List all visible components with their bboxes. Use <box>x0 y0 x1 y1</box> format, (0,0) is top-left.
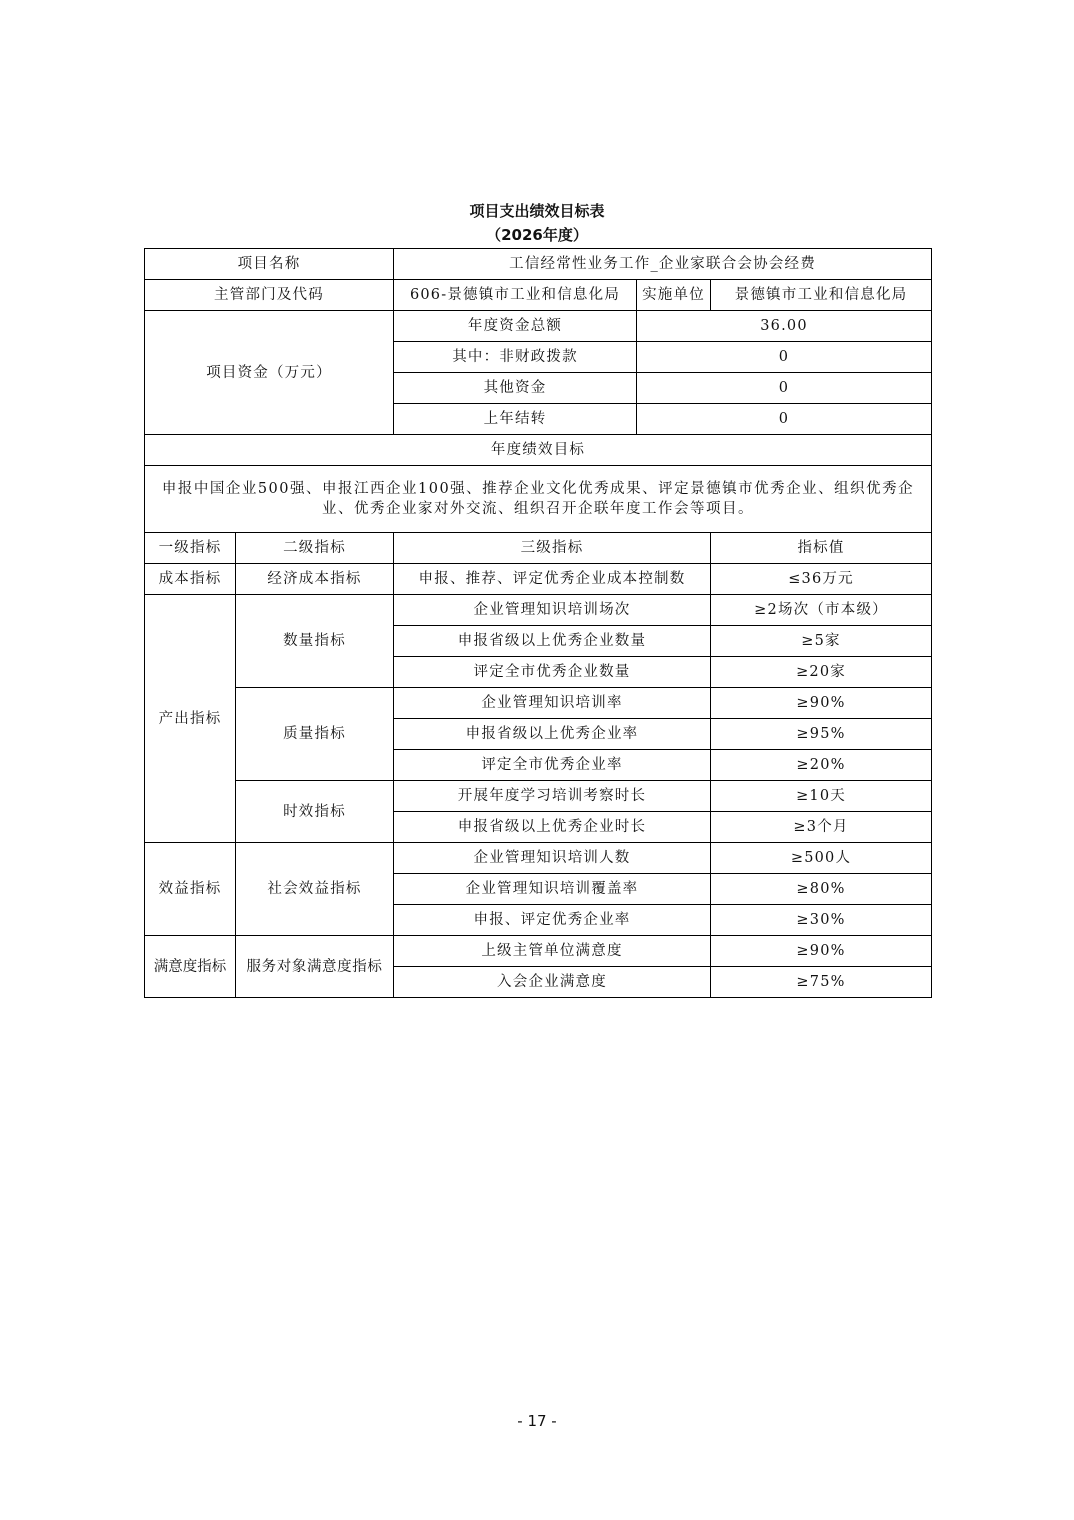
department-label: 主管部门及代码 <box>145 280 394 311</box>
table-title: 项目支出绩效目标表 <box>469 202 605 220</box>
table-row <box>145 781 932 812</box>
benefit-indicator-label: 效益指标 <box>145 843 236 936</box>
level1-header: 一级指标 <box>145 533 236 564</box>
table-row <box>145 843 932 874</box>
level2-header: 二级指标 <box>236 533 394 564</box>
indicator-value: ≤36万元 <box>711 564 932 595</box>
service-satisfaction-label: 服务对象满意度指标 <box>236 936 394 998</box>
indicator-value: ≥90% <box>711 936 932 967</box>
satisfaction-indicator-label: 满意度指标 <box>145 936 236 998</box>
carryover-label: 上年结转 <box>394 404 637 435</box>
indicator-name: 申报省级以上优秀企业时长 <box>394 812 711 843</box>
indicator-name: 申报省级以上优秀企业数量 <box>394 626 711 657</box>
indicator-name: 开展年度学习培训考察时长 <box>394 781 711 812</box>
indicator-name: 评定全市优秀企业数量 <box>394 657 711 688</box>
non-fiscal-label: 其中：非财政拨款 <box>394 342 637 373</box>
indicator-value: ≥20家 <box>711 657 932 688</box>
indicator-value: ≥95% <box>711 719 932 750</box>
indicator-name: 上级主管单位满意度 <box>394 936 711 967</box>
level3-header: 三级指标 <box>394 533 711 564</box>
indicator-name: 企业管理知识培训人数 <box>394 843 711 874</box>
table-row <box>145 936 932 967</box>
indicator-name: 申报、推荐、评定优秀企业成本控制数 <box>394 564 711 595</box>
implementer-label: 实施单位 <box>637 280 711 311</box>
indicator-value: ≥500人 <box>711 843 932 874</box>
indicator-value: ≥3个月 <box>711 812 932 843</box>
indicator-name: 入会企业满意度 <box>394 967 711 998</box>
annual-total-value: 36.00 <box>637 311 932 342</box>
indicator-name: 申报省级以上优秀企业率 <box>394 719 711 750</box>
project-name-label: 项目名称 <box>145 249 394 280</box>
table-row <box>145 280 932 311</box>
table-row <box>145 249 932 280</box>
indicator-value: ≥5家 <box>711 626 932 657</box>
funds-label: 项目资金（万元） <box>145 311 394 435</box>
indicator-name: 企业管理知识培训覆盖率 <box>394 874 711 905</box>
indicator-name: 评定全市优秀企业率 <box>394 750 711 781</box>
table-row <box>145 533 932 564</box>
department-value: 606-景德镇市工业和信息化局 <box>394 280 637 311</box>
performance-target-table <box>144 248 932 998</box>
quality-indicator-label: 质量指标 <box>236 688 394 781</box>
indicator-value: ≥90% <box>711 688 932 719</box>
indicator-name: 企业管理知识培训率 <box>394 688 711 719</box>
non-fiscal-value: 0 <box>637 342 932 373</box>
indicator-value: ≥2场次（市本级） <box>711 595 932 626</box>
annual-goal-label: 年度绩效目标 <box>145 435 932 466</box>
page-number: - 17 - <box>517 1412 557 1430</box>
table-row <box>145 595 932 626</box>
indicator-value: ≥30% <box>711 905 932 936</box>
economic-cost-label: 经济成本指标 <box>236 564 394 595</box>
indicator-value: ≥20% <box>711 750 932 781</box>
indicator-value: ≥80% <box>711 874 932 905</box>
carryover-value: 0 <box>637 404 932 435</box>
indicator-value: ≥10天 <box>711 781 932 812</box>
other-funds-value: 0 <box>637 373 932 404</box>
table-row <box>145 435 932 466</box>
other-funds-label: 其他资金 <box>394 373 637 404</box>
timeliness-indicator-label: 时效指标 <box>236 781 394 843</box>
table-subtitle: （2026年度） <box>486 226 588 244</box>
indicator-value: ≥75% <box>711 967 932 998</box>
table-row <box>145 466 932 533</box>
table-row <box>145 311 932 342</box>
output-indicator-label: 产出指标 <box>145 595 236 843</box>
cost-indicator-label: 成本指标 <box>145 564 236 595</box>
table-row <box>145 564 932 595</box>
table-row <box>145 688 932 719</box>
annual-goal-text: 申报中国企业500强、申报江西企业100强、推荐企业文化优秀成果、评定景德镇市优秀企业、组织优秀企业、优秀企业家对外交流、组织召开企联年度工作会等项目。 <box>145 466 932 533</box>
project-name-value: 工信经常性业务工作_企业家联合会协会经费 <box>394 249 932 280</box>
indicator-name: 企业管理知识培训场次 <box>394 595 711 626</box>
value-header: 指标值 <box>711 533 932 564</box>
implementer-value: 景德镇市工业和信息化局 <box>711 280 932 311</box>
social-benefit-label: 社会效益指标 <box>236 843 394 936</box>
indicator-name: 申报、评定优秀企业率 <box>394 905 711 936</box>
annual-total-label: 年度资金总额 <box>394 311 637 342</box>
quantity-indicator-label: 数量指标 <box>236 595 394 688</box>
